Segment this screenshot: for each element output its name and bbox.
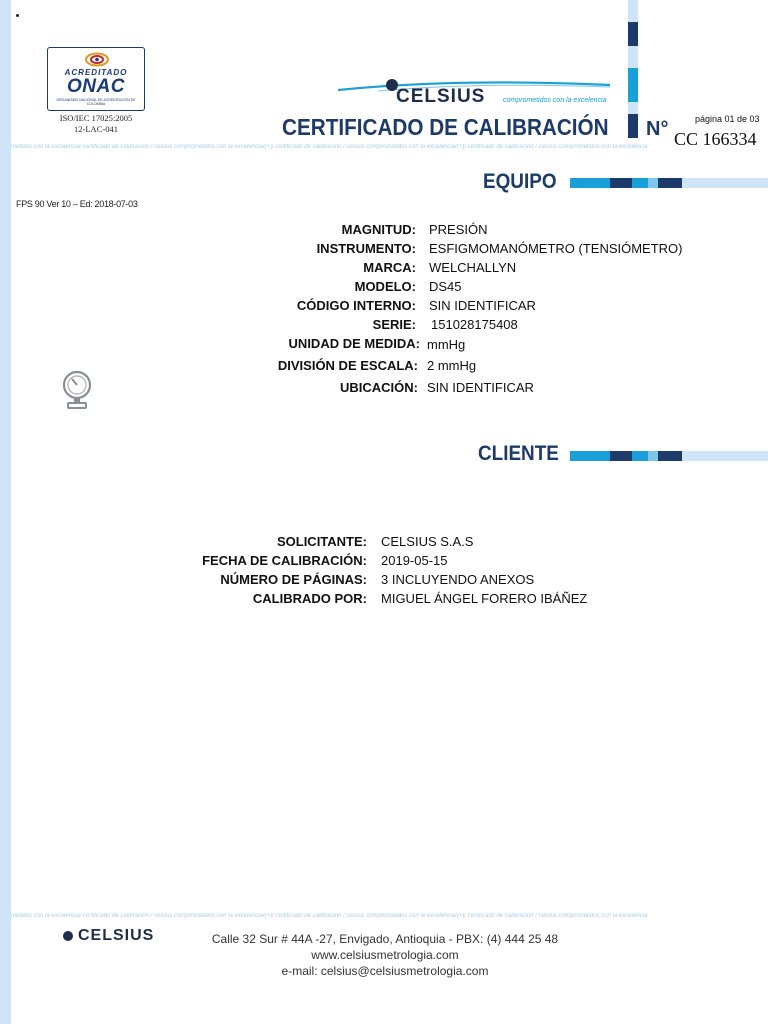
- footer-brand: CELSIUS: [78, 927, 155, 944]
- bullet-dot: [16, 14, 19, 17]
- field-value-instrumento: ESFIGMOMANÓMETRO (TENSIÓMETRO): [429, 241, 683, 256]
- decor-vbar: [628, 68, 638, 102]
- celsius-dot-icon: [62, 930, 74, 942]
- decor-vbar: [628, 0, 638, 22]
- page-info: página 01 de 03: [695, 114, 760, 124]
- section-bar: [658, 178, 682, 188]
- decor-vbar: [628, 46, 638, 68]
- decor-vbar: [628, 114, 638, 138]
- section-bar: [610, 178, 632, 188]
- decor-vbar: [628, 22, 638, 46]
- accreditation-info: [47, 113, 145, 135]
- celsius-tagline: comprometidos con la excelencia: [503, 97, 607, 104]
- field-label-fecha-de-calibracion: FECHA DE CALIBRACIÓN:: [202, 553, 367, 568]
- field-value-ubicacion: SIN IDENTIFICAR: [427, 380, 534, 395]
- onac-acreditado: ACREDITADO: [64, 68, 128, 77]
- field-label-calibrado-por: CALIBRADO POR:: [252, 591, 367, 606]
- field-label-magnitud: MAGNITUD:: [341, 222, 416, 237]
- field-value-calibrado-por: MIGUEL ÁNGEL FORERO IBÁÑEZ: [381, 591, 588, 606]
- iso-standard: ISO/IEC 17025:2005: [59, 113, 133, 123]
- watermark-line: metidos con la excelencia/ certificado de calibración / celsius comprometidos con la excelencia/(+)/ certificado de calibración / celsius comprometidos con la excelencia/(+)/ certificado de calibración / celsius comprometidos con la excelencia: [11, 913, 648, 919]
- field-value-numero-de-paginas: 3 INCLUYENDO ANEXOS: [381, 572, 535, 587]
- number-label: N°: [646, 118, 669, 140]
- field-label-codigo-interno: CÓDIGO INTERNO:: [296, 298, 416, 313]
- field-label-marca: MARCA:: [363, 260, 416, 275]
- onac-emblem-icon: [83, 52, 111, 67]
- onac-name: ONAC: [67, 76, 125, 97]
- decor-vbar: [628, 102, 638, 114]
- field-label-ubicacion: UBICACIÓN:: [340, 380, 418, 395]
- field-label-modelo: MODELO:: [354, 279, 416, 294]
- section-bar: [570, 178, 610, 188]
- accreditation-code: 12-LAC-041: [74, 124, 118, 134]
- footer-website[interactable]: www.celsiusmetrologia.com: [311, 948, 459, 962]
- field-value-codigo-interno: SIN IDENTIFICAR: [429, 298, 536, 313]
- left-margin-bar: [0, 0, 11, 1024]
- field-label-division-de-escala: DIVISIÓN DE ESCALA:: [277, 358, 418, 373]
- field-label-serie: SERIE:: [372, 317, 416, 332]
- field-value-modelo: DS45: [429, 279, 462, 294]
- section-bar: [610, 451, 632, 461]
- field-value-marca: WELCHALLYN: [429, 260, 517, 275]
- section-bar: [570, 451, 610, 461]
- section-bar: [632, 178, 648, 188]
- footer-address: Calle 32 Sur # 44A -27, Envigado, Antioquia - PBX: (4) 444 25 48: [211, 932, 559, 946]
- certificate-number: CC 166334: [674, 129, 757, 149]
- onac-subtitle: ORGANISMO NACIONAL DE ACREDITACIÓN DE COLOMBIA: [56, 98, 136, 106]
- field-value-fecha-de-calibracion: 2019-05-15: [381, 553, 448, 568]
- watermark-line: metidos con la excelencia/ certificado de calibración / celsius comprometidos con la excelencia/(+)/ certificado de calibración / celsius comprometidos con la excelencia/(+)/ certificado de calibración / celsius comprometidos con la excelencia: [11, 144, 648, 150]
- field-label-unidad-de-medida: UNIDAD DE MEDIDA:: [288, 336, 420, 351]
- field-label-numero-de-paginas: NÚMERO DE PÁGINAS:: [220, 572, 367, 587]
- section-bar: [682, 451, 768, 461]
- field-value-magnitud: PRESIÓN: [429, 222, 488, 237]
- pressure-gauge-icon: [60, 369, 94, 411]
- section-bar: [648, 451, 658, 461]
- page-title: CERTIFICADO DE CALIBRACIÓN: [282, 114, 609, 140]
- field-value-solicitante: CELSIUS S.A.S: [381, 534, 474, 549]
- section-bar: [632, 451, 648, 461]
- footer-email[interactable]: e-mail: celsius@celsiusmetrologia.com: [281, 964, 489, 978]
- section-heading-cliente: CLIENTE: [478, 442, 559, 465]
- field-label-instrumento: INSTRUMENTO:: [316, 241, 416, 256]
- field-label-solicitante: SOLICITANTE:: [276, 534, 367, 549]
- form-code: FPS 90 Ver 10 – Ed: 2018-07-03: [16, 199, 138, 209]
- field-value-unidad-de-medida: mmHg: [427, 337, 466, 352]
- onac-logo: [47, 47, 145, 111]
- field-value-division-de-escala: 2 mmHg: [427, 358, 477, 373]
- section-bar: [648, 178, 658, 188]
- section-heading-equipo: EQUIPO: [483, 170, 557, 193]
- section-bar: [682, 178, 768, 188]
- field-value-serie: 151028175408: [431, 317, 518, 332]
- celsius-logo-text: CELSIUS: [396, 86, 486, 107]
- section-bar: [658, 451, 682, 461]
